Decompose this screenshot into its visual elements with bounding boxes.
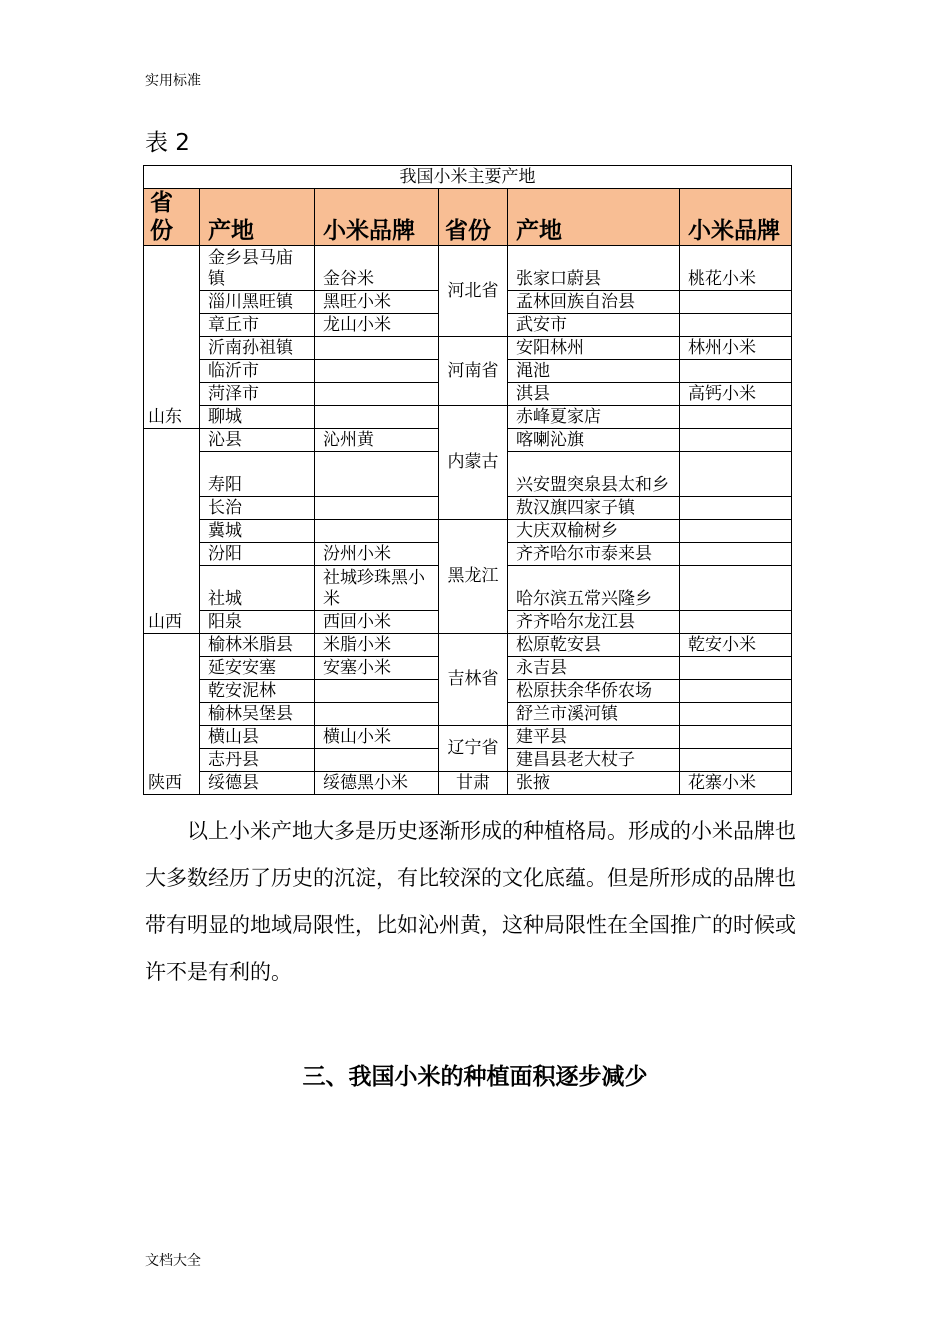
body-paragraph: 以上小米产地大多是历史逐渐形成的种植格局。形成的小米品牌也大多数经历了历史的沉淀，有比较深的文化底蕴。但是所形成的品牌也带有明显的地域局限性，比如沁州黄，这种局限性在全国推广的时候或许不是有利的。 bbox=[145, 819, 796, 984]
brand-cell bbox=[680, 429, 792, 452]
millet-origin-table bbox=[143, 165, 792, 795]
place-cell: 阳泉 bbox=[200, 611, 315, 634]
brand-cell bbox=[680, 497, 792, 520]
brand-cell bbox=[315, 360, 439, 383]
place-cell: 建平县 bbox=[508, 726, 680, 749]
province-cell: 陕西 bbox=[144, 634, 200, 795]
brand-cell bbox=[680, 314, 792, 337]
place-cell: 榆林吴堡县 bbox=[200, 703, 315, 726]
brand-cell bbox=[315, 749, 439, 772]
brand-cell bbox=[680, 520, 792, 543]
brand-cell: 米脂小米 bbox=[315, 634, 439, 657]
province-cell: 黑龙江 bbox=[439, 520, 508, 634]
brand-cell: 绥德黑小米 bbox=[315, 772, 439, 795]
header-province: 省份 bbox=[439, 189, 508, 246]
place-cell: 武安市 bbox=[508, 314, 680, 337]
brand-cell bbox=[680, 360, 792, 383]
place-cell: 冀城 bbox=[200, 520, 315, 543]
brand-cell: 黑旺小米 bbox=[315, 291, 439, 314]
place-cell: 金乡县马庙镇 bbox=[200, 246, 315, 291]
brand-cell bbox=[680, 406, 792, 429]
place-cell: 汾阳 bbox=[200, 543, 315, 566]
brand-cell: 安塞小米 bbox=[315, 657, 439, 680]
brand-cell bbox=[680, 749, 792, 772]
place-cell: 绥德县 bbox=[200, 772, 315, 795]
header-place: 产地 bbox=[508, 189, 680, 246]
place-cell: 舒兰市溪河镇 bbox=[508, 703, 680, 726]
brand-cell bbox=[680, 726, 792, 749]
place-cell: 哈尔滨五常兴隆乡 bbox=[508, 566, 680, 611]
province-cell: 吉林省 bbox=[439, 634, 508, 726]
place-cell: 临沂市 bbox=[200, 360, 315, 383]
place-cell: 聊城 bbox=[200, 406, 315, 429]
brand-cell bbox=[315, 680, 439, 703]
header-province: 省份 bbox=[144, 189, 200, 246]
brand-cell bbox=[680, 543, 792, 566]
brand-cell: 横山小米 bbox=[315, 726, 439, 749]
place-cell: 大庆双榆树乡 bbox=[508, 520, 680, 543]
place-cell: 兴安盟突泉县太和乡 bbox=[508, 452, 680, 497]
table-row bbox=[144, 337, 792, 360]
table-row bbox=[144, 520, 792, 543]
place-cell: 齐齐哈尔龙江县 bbox=[508, 611, 680, 634]
brand-cell bbox=[680, 703, 792, 726]
place-cell: 乾安泥林 bbox=[200, 680, 315, 703]
brand-cell: 林州小米 bbox=[680, 337, 792, 360]
header-brand: 小米品牌 bbox=[680, 189, 792, 246]
place-cell: 菏泽市 bbox=[200, 383, 315, 406]
table-caption: 表 2 bbox=[145, 130, 190, 156]
place-cell: 社城 bbox=[200, 566, 315, 611]
section-heading: 三、我国小米的种植面积逐步减少 bbox=[302, 1064, 648, 1090]
page-footer: 文档大全 bbox=[145, 1253, 201, 1269]
brand-cell bbox=[315, 383, 439, 406]
brand-cell: 桃花小米 bbox=[680, 246, 792, 291]
table-row bbox=[144, 726, 792, 749]
place-cell: 横山县 bbox=[200, 726, 315, 749]
place-cell: 张家口蔚县 bbox=[508, 246, 680, 291]
place-cell: 安阳林州 bbox=[508, 337, 680, 360]
place-cell: 建昌县老大杖子 bbox=[508, 749, 680, 772]
place-cell: 寿阳 bbox=[200, 452, 315, 497]
brand-cell bbox=[315, 703, 439, 726]
brand-cell: 金谷米 bbox=[315, 246, 439, 291]
brand-cell: 花寨小米 bbox=[680, 772, 792, 795]
province-cell: 河南省 bbox=[439, 337, 508, 406]
place-cell: 松原乾安县 bbox=[508, 634, 680, 657]
brand-cell: 沁州黄 bbox=[315, 429, 439, 452]
brand-cell bbox=[315, 520, 439, 543]
province-cell: 山东 bbox=[144, 246, 200, 429]
brand-cell: 西回小米 bbox=[315, 611, 439, 634]
table-title: 我国小米主要产地 bbox=[144, 166, 792, 189]
place-cell: 延安安塞 bbox=[200, 657, 315, 680]
brand-cell bbox=[315, 497, 439, 520]
brand-cell bbox=[680, 680, 792, 703]
place-cell: 敖汉旗四家子镇 bbox=[508, 497, 680, 520]
place-cell: 长治 bbox=[200, 497, 315, 520]
brand-cell bbox=[680, 566, 792, 611]
table-header-row bbox=[144, 189, 792, 246]
place-cell: 喀喇沁旗 bbox=[508, 429, 680, 452]
place-cell: 孟林回族自治县 bbox=[508, 291, 680, 314]
province-cell: 辽宁省 bbox=[439, 726, 508, 772]
table-row bbox=[144, 772, 792, 795]
header-place: 产地 bbox=[200, 189, 315, 246]
place-cell: 松原扶余华侨农场 bbox=[508, 680, 680, 703]
brand-cell: 汾州小米 bbox=[315, 543, 439, 566]
table-row bbox=[144, 246, 792, 291]
brand-cell bbox=[315, 452, 439, 497]
place-cell: 张掖 bbox=[508, 772, 680, 795]
place-cell: 沂南孙祖镇 bbox=[200, 337, 315, 360]
place-cell: 淄川黑旺镇 bbox=[200, 291, 315, 314]
place-cell: 渑池 bbox=[508, 360, 680, 383]
table-row bbox=[144, 406, 792, 429]
province-cell: 山西 bbox=[144, 429, 200, 634]
place-cell: 章丘市 bbox=[200, 314, 315, 337]
brand-cell bbox=[680, 657, 792, 680]
province-cell: 河北省 bbox=[439, 246, 508, 337]
place-cell: 淇县 bbox=[508, 383, 680, 406]
brand-cell: 乾安小米 bbox=[680, 634, 792, 657]
brand-cell bbox=[680, 452, 792, 497]
brand-cell bbox=[315, 406, 439, 429]
province-cell: 内蒙古 bbox=[439, 406, 508, 520]
place-cell: 齐齐哈尔市泰来县 bbox=[508, 543, 680, 566]
province-cell: 甘肃 bbox=[439, 772, 508, 795]
brand-cell: 高钙小米 bbox=[680, 383, 792, 406]
brand-cell: 龙山小米 bbox=[315, 314, 439, 337]
place-cell: 榆林米脂县 bbox=[200, 634, 315, 657]
header-brand: 小米品牌 bbox=[315, 189, 439, 246]
page-header: 实用标准 bbox=[145, 73, 201, 89]
brand-cell bbox=[680, 291, 792, 314]
brand-cell bbox=[315, 337, 439, 360]
table-row bbox=[144, 634, 792, 657]
place-cell: 志丹县 bbox=[200, 749, 315, 772]
place-cell: 赤峰夏家店 bbox=[508, 406, 680, 429]
place-cell: 永吉县 bbox=[508, 657, 680, 680]
brand-cell: 社城珍珠黑小米 bbox=[315, 566, 439, 611]
brand-cell bbox=[680, 611, 792, 634]
place-cell: 沁县 bbox=[200, 429, 315, 452]
